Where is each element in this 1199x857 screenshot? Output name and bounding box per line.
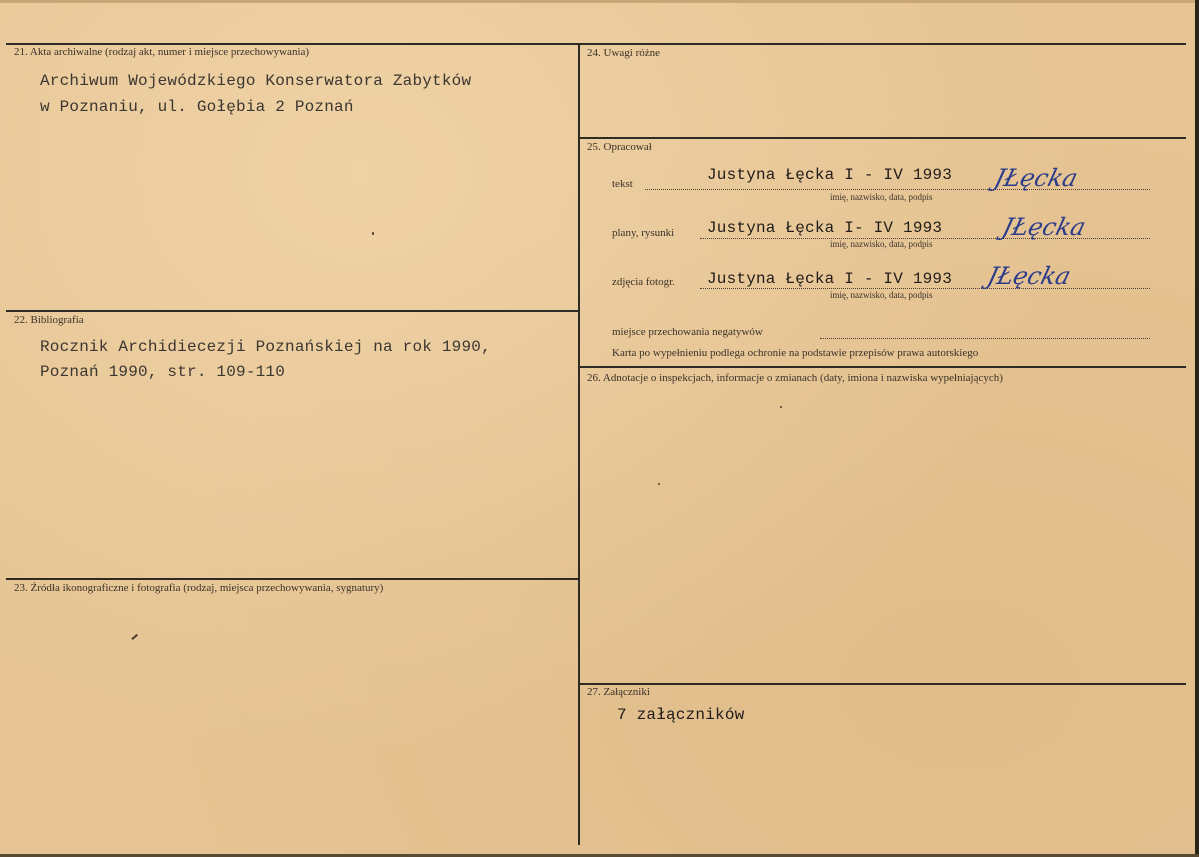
caption-tekst: imię, nazwisko, data, podpis: [830, 192, 933, 202]
signature-zdjecia: JŁęcka: [984, 262, 1074, 290]
negatives-location-line: [820, 338, 1150, 339]
divider-25-26: [579, 366, 1186, 368]
field-label-tekst: tekst: [612, 178, 633, 190]
divider-24-25: [579, 137, 1186, 139]
section-21-line1: Archiwum Wojewódzkiego Konserwatora Zabytków: [40, 72, 472, 90]
author-plany-value: Justyna Łęcka I- IV 1993: [707, 219, 943, 237]
attachments-value: 7 załączników: [617, 706, 745, 724]
author-tekst-value: Justyna Łęcka I - IV 1993: [707, 166, 953, 184]
center-divider: [578, 43, 580, 845]
section-22-line1: Rocznik Archidiecezji Poznańskiej na rok 1990,: [40, 338, 491, 356]
section-21-line2: w Poznaniu, ul. Gołębia 2 Poznań: [40, 98, 354, 116]
caption-zdjecia: imię, nazwisko, data, podpis: [830, 290, 933, 300]
section-25-label: 25. Opracował: [587, 141, 652, 153]
section-26-label: 26. Adnotacje o inspekcjach, informacje o zmianach (daty, imiona i nazwiska wypełniających): [587, 372, 1003, 384]
fill-line-zdjecia: [700, 288, 1150, 289]
paper-top-edge: [0, 0, 1199, 3]
author-zdjecia-value: Justyna Łęcka I - IV 1993: [707, 270, 953, 288]
section-24-label: 24. Uwagi różne: [587, 47, 661, 59]
divider-26-27: [579, 683, 1186, 685]
top-border: [6, 43, 1186, 45]
section-23-label: 23. Źródła ikonograficzne i fotografia (rodzaj, miejsca przechowywania, sygnatury): [14, 582, 384, 594]
paper-mark: [131, 634, 137, 640]
section-22-line2: Poznań 1990, str. 109-110: [40, 363, 286, 381]
negatives-location-label: miejsce przechowania negatywów: [612, 326, 763, 338]
field-label-zdjecia: zdjęcia fotogr.: [612, 276, 675, 288]
section-22-label: 22. Bibliografia: [14, 314, 84, 326]
scan-right-edge: [1195, 0, 1199, 857]
copyright-note: Karta po wypełnieniu podlega ochronie na podstawie przepisów prawa autorskiego: [612, 347, 979, 359]
field-label-plany: plany, rysunki: [612, 227, 675, 239]
divider-21-22: [6, 310, 578, 312]
caption-plany: imię, nazwisko, data, podpis: [830, 239, 933, 249]
paper-speck: [780, 406, 782, 408]
section-27-label: 27. Załączniki: [587, 686, 650, 698]
paper-speck: [658, 483, 660, 485]
divider-22-23: [6, 578, 578, 580]
paper-speck: [372, 232, 374, 235]
section-21-label: 21. Akta archiwalne (rodzaj akt, numer i miejsce przechowywania): [14, 46, 310, 58]
signature-tekst: JŁęcka: [991, 164, 1081, 192]
signature-plany: JŁęcka: [999, 213, 1089, 241]
